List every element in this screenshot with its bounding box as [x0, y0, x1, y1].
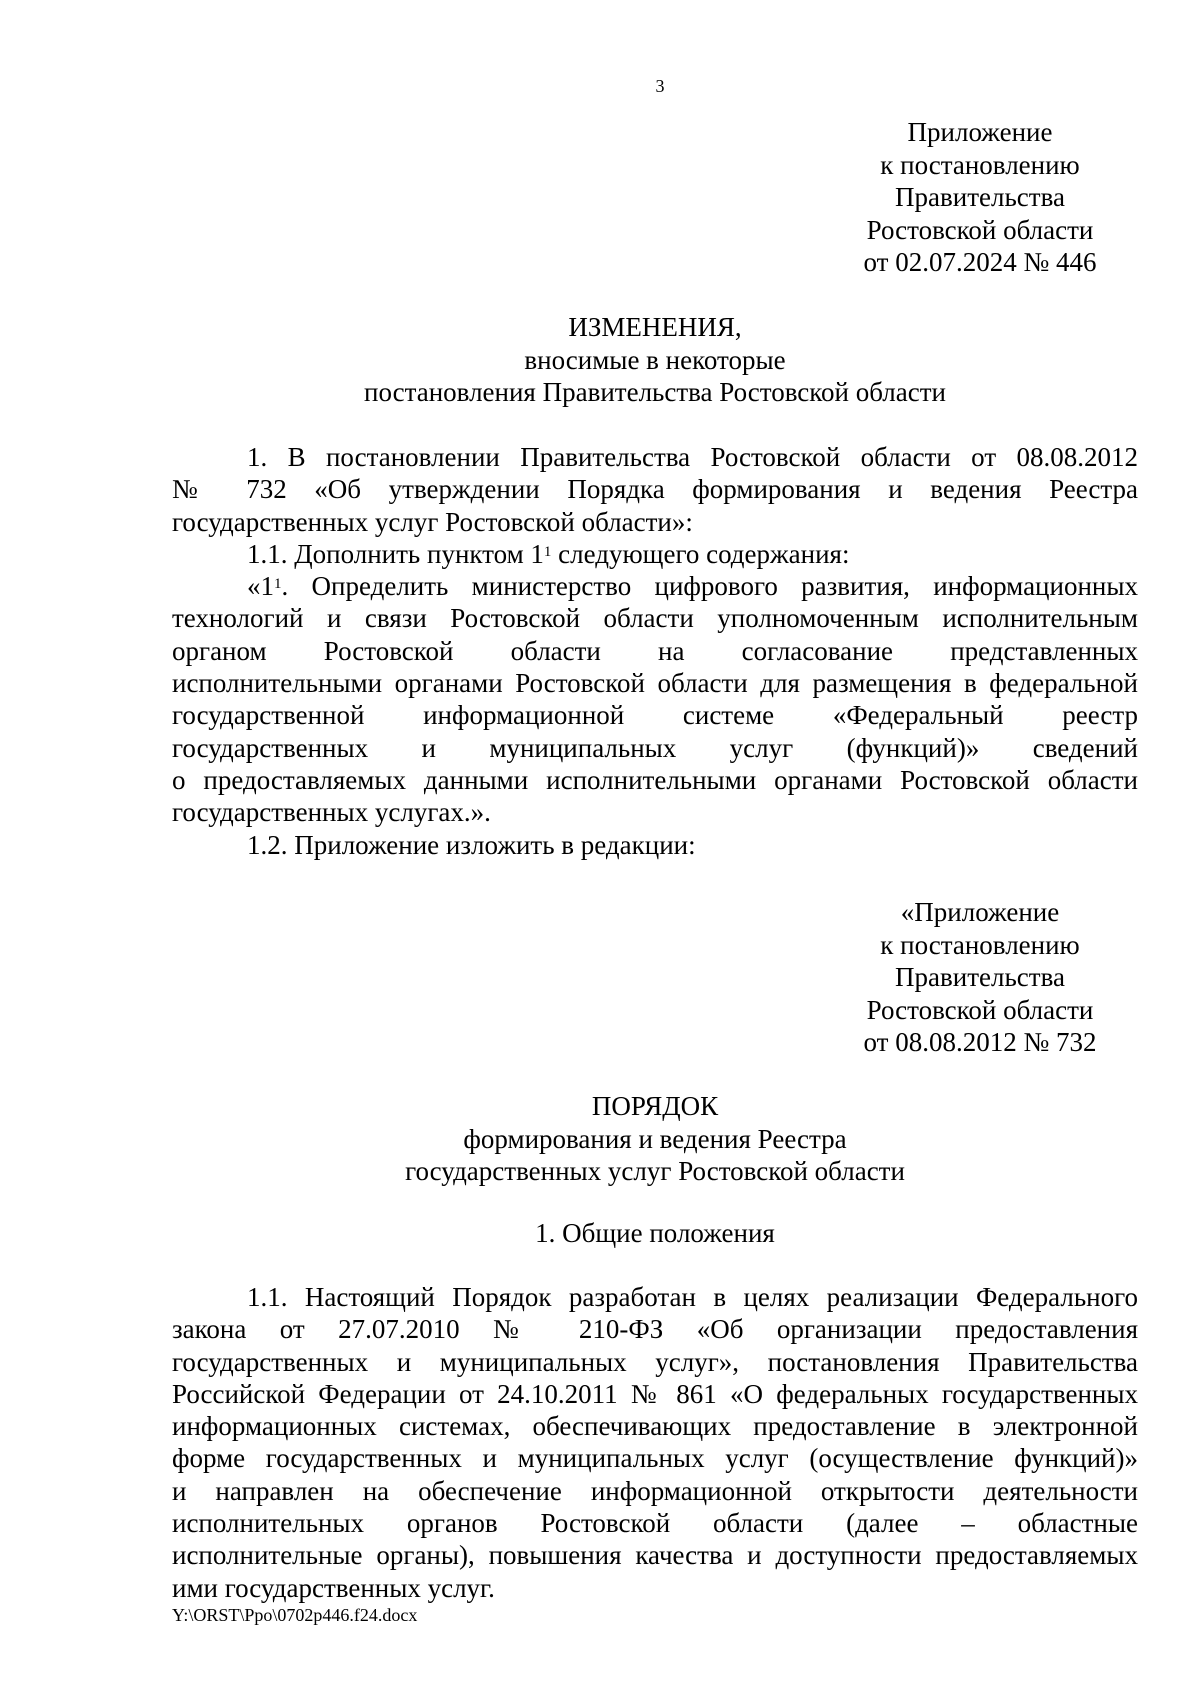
quoted-appendix-header: [820, 896, 1140, 1059]
order-title-subtitle: формирования и ведения Реестра: [463, 1123, 847, 1154]
section-1-body: [172, 1281, 1138, 1604]
order-title-subtitle: государственных услуг Ростовской области: [405, 1156, 905, 1186]
quoted-point: [172, 570, 1138, 828]
appendix-line: Ростовской области: [866, 214, 1094, 245]
page-number: 3: [655, 76, 665, 96]
paragraph-1-1: [172, 1281, 1138, 1604]
text-line: государственных услуг Ростовской области»:: [172, 506, 693, 537]
text-line: государственных услугах.».: [172, 797, 491, 828]
changes-title-subtitle: вносимые в некоторые: [524, 344, 786, 375]
item-1-1: [172, 538, 1138, 570]
appendix-line: Правительства: [895, 962, 1065, 992]
text-line: исполнительных органов Ростовской области (далее – областные: [172, 1508, 1138, 1539]
text-line: 1.1. Настоящий Порядок разработан в целях реализации Федерального: [247, 1282, 1138, 1312]
changes-title: [172, 311, 1138, 409]
appendix-date-number: от 02.07.2024 № 446: [863, 247, 1097, 277]
text-line: ими государственных услуг.: [172, 1572, 495, 1603]
text-line: информационных системах, обеспечивающих предоставление в электронной: [172, 1411, 1138, 1442]
appendix-line: к постановлению: [880, 929, 1080, 960]
changes-title-heading: ИЗМЕНЕНИЯ,: [568, 312, 742, 342]
text-line: форме государственных и муниципальных услуг (осуществление функций)»: [172, 1443, 1138, 1474]
text-line: государственных и муниципальных услуг (функций)» сведений: [172, 732, 1138, 763]
text-line: [172, 538, 1138, 570]
item-1-1-pre: 1.1. Дополнить пунктом 1: [247, 538, 544, 569]
appendix-line: Правительства: [895, 182, 1065, 212]
appendix-line: «Приложение: [900, 897, 1060, 927]
text-line: № 732 «Об утверждении Порядка формирования и ведения Реестра: [172, 474, 1138, 505]
text-line: 1.2. Приложение изложить в редакции:: [247, 829, 696, 860]
file-path-footer: Y:\ORST\Ppo\0702p446.f24.docx: [172, 1605, 418, 1625]
text-line: государственной информационной системе «Федеральный реестр: [172, 700, 1138, 731]
appendix-date-number: от 08.08.2012 № 732: [863, 1027, 1097, 1057]
text-line: 1. В постановлении Правительства Ростовской области от 08.08.2012: [247, 442, 1138, 472]
changes-body: [172, 441, 1138, 861]
text-line: исполнительные органы), повышения качества и доступности предоставляемых: [172, 1540, 1138, 1571]
text-line: закона от 27.07.2010 № 210-ФЗ «Об организации предоставления: [172, 1314, 1138, 1345]
superscript: 1: [543, 543, 552, 560]
item-1-1-post: следующего содержания:: [551, 538, 850, 569]
text-line: и направлен на обеспечение информационной открытости деятельности: [172, 1475, 1138, 1506]
appendix-line: к постановлению: [880, 149, 1080, 180]
text-line: [172, 570, 1138, 602]
text-line: технологий и связи Ростовской области уполномоченным исполнительным: [172, 603, 1138, 634]
text-line: государственных и муниципальных услуг», постановления Правительства: [172, 1346, 1138, 1377]
changes-title-subtitle: постановления Правительства Ростовской области: [364, 377, 946, 407]
superscript: 1: [274, 576, 282, 593]
item-1: [172, 441, 1138, 538]
quote-text: . Определить министерство цифрового развития, информационных: [281, 571, 1138, 602]
text-line: о предоставляемых данными исполнительными органами Ростовской области: [172, 764, 1138, 795]
item-1-2: [172, 829, 1138, 861]
section-heading: 1. Общие положения: [535, 1218, 775, 1248]
appendix-line: Приложение: [907, 117, 1053, 147]
text-line: органом Ростовской области на согласование представленных: [172, 635, 1138, 666]
appendix-line: Ростовской области: [866, 994, 1094, 1025]
order-title: [172, 1090, 1138, 1188]
text-line: исполнительными органами Ростовской области для размещения в федеральной: [172, 668, 1138, 699]
order-title-heading: ПОРЯДОК: [591, 1091, 719, 1121]
quote-open: «1: [247, 571, 274, 602]
appendix-header: [820, 116, 1140, 279]
text-line: Российской Федерации от 24.10.2011 № 861 «О федеральных государственных: [172, 1378, 1138, 1409]
